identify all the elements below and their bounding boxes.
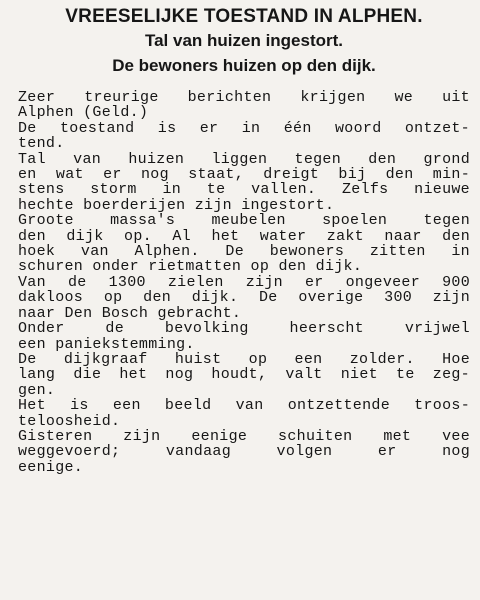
text-line: hechte boerderijen zijn ingestort. (18, 196, 335, 214)
paragraph-6 (18, 321, 470, 352)
text-line: Zeer treurige berichten krijgen we uit (18, 89, 470, 106)
article-subheadline-1: Tal van huizen ingestort. (144, 31, 344, 50)
text-line: den dijk op. Al het water zakt naar den (18, 227, 470, 245)
paragraph-7 (18, 352, 470, 398)
article-body (18, 90, 470, 475)
text-line: een paniekstemming. (18, 335, 195, 353)
text-line: lang die het nog houdt, valt niet te zeg- (18, 366, 470, 384)
text-line: De dijkgraaf huist op een zolder. Hoe (18, 350, 470, 368)
text-line: schuren onder rietmatten op den dijk. (18, 258, 363, 276)
paragraph-2 (18, 121, 470, 152)
text-line: naar Den Bosch gebracht. (18, 304, 242, 322)
paragraph-9 (18, 429, 470, 475)
text-line: hoek van Alphen. De bewoners zitten in (18, 243, 470, 261)
text-line: Tal van huizen liggen tegen den grond (18, 150, 470, 168)
paragraph-4 (18, 213, 470, 275)
text-line: De toestand is er in één woord ontzet- (18, 119, 470, 137)
text-line: Gisteren zijn eenige schuiten met vee (18, 427, 470, 445)
article-subheadline-2: De bewoners huizen op den dijk. (112, 56, 376, 75)
text-line: eenige. (18, 458, 84, 476)
article-headline: VREESELIJKE TOESTAND IN ALPHEN. (65, 6, 423, 27)
text-line: Het is een beeld van ontzettende troos- (18, 397, 470, 415)
text-line: Alphen (Geld.) (18, 104, 149, 122)
text-line: Van de 1300 zielen zijn er ongeveer 900 (18, 273, 470, 291)
paragraph-8 (18, 398, 470, 429)
paragraph-1 (18, 90, 470, 121)
text-line: teloosheid. (18, 412, 121, 430)
text-line: Groote massa's meubelen spoelen tegen (18, 212, 470, 230)
text-line: en wat er nog staat, dreigt bij den min- (18, 166, 470, 184)
paragraph-3 (18, 152, 470, 214)
paragraph-5 (18, 275, 470, 321)
text-line: weggevoerd; vandaag volgen er nog (18, 443, 470, 461)
text-line: stens storm in te vallen. Zelfs nieuwe (18, 181, 470, 199)
text-line: tend. (18, 135, 65, 153)
text-line: dakloos op den dijk. De overige 300 zijn (18, 289, 470, 307)
text-line: Onder de bevolking heerscht vrijwel (18, 320, 470, 338)
text-line: gen. (18, 381, 56, 399)
